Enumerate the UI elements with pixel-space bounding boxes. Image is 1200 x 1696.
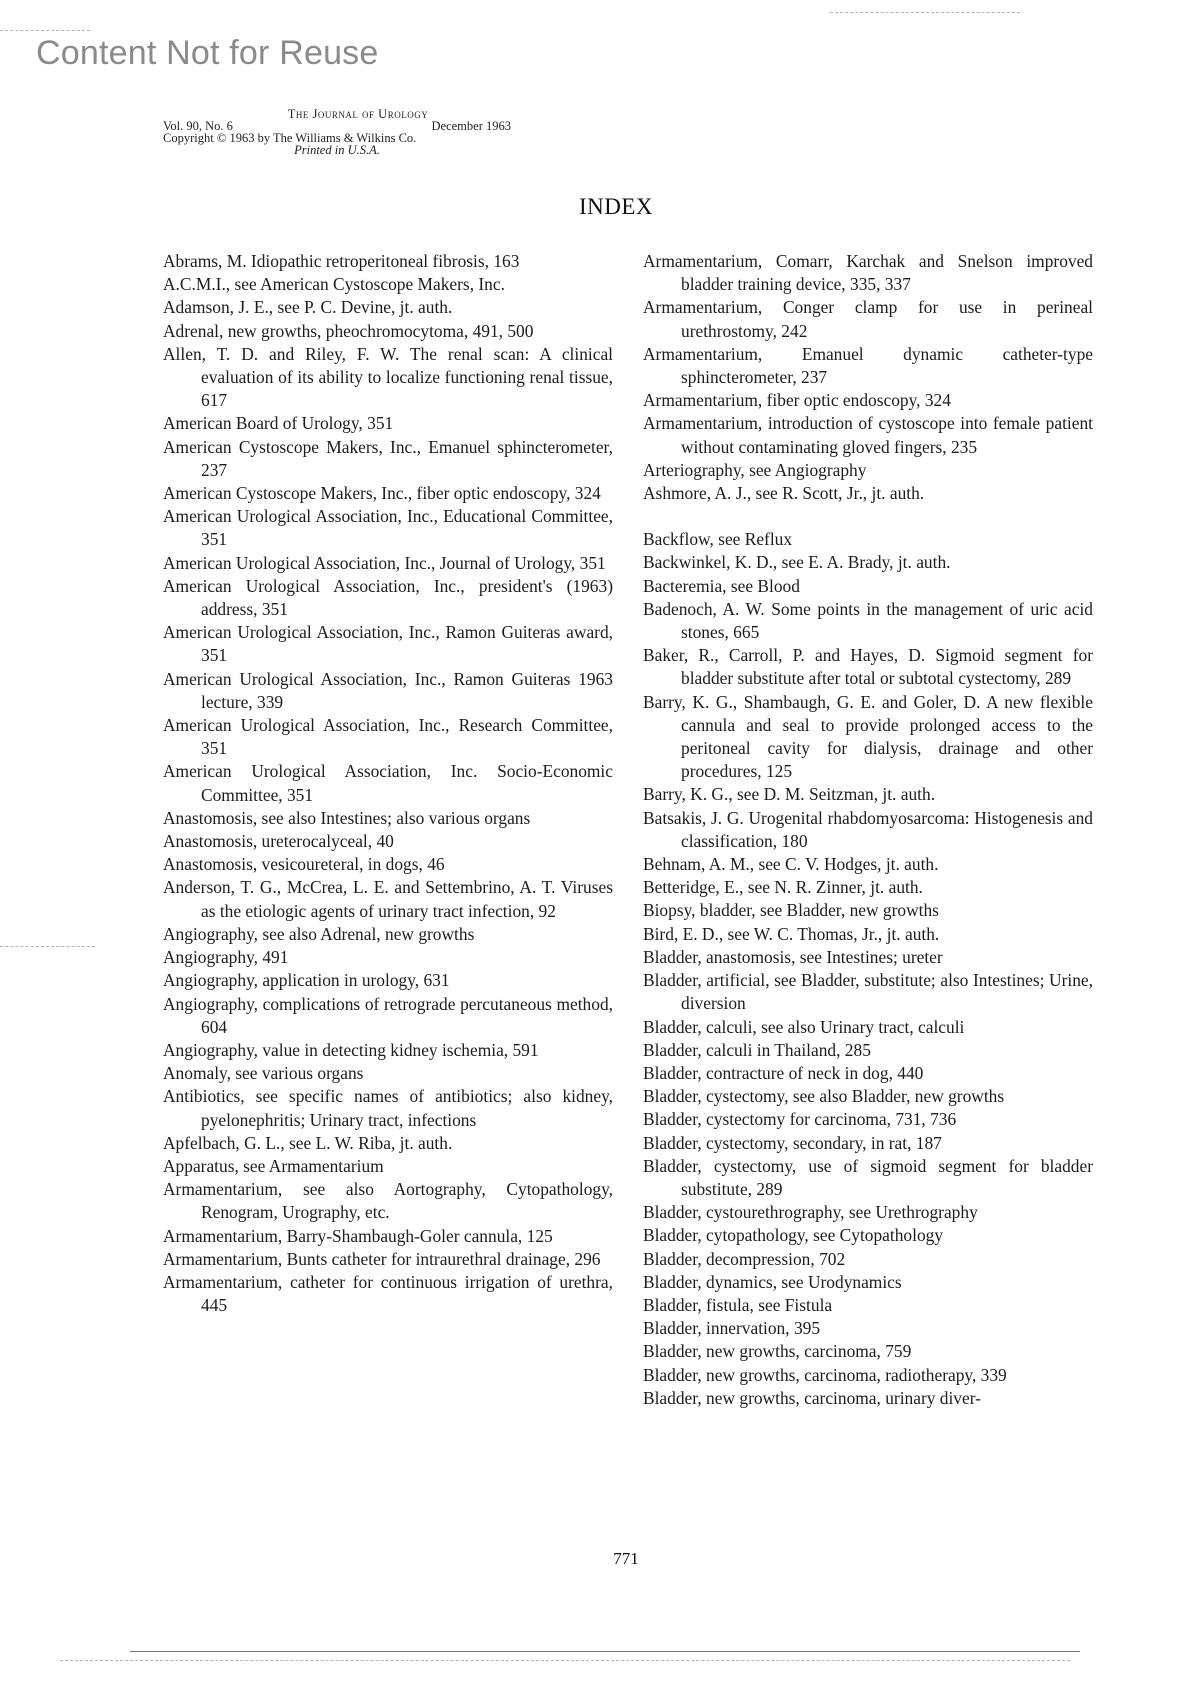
index-entry: Bladder, calculi in Thailand, 285 [643, 1039, 871, 1060]
scan-artifact-bottom-line [130, 1651, 1080, 1652]
scan-artifact-left-margin [0, 946, 95, 947]
index-entry: American Urological Association, Inc., Journal of Urology, 351 [163, 552, 606, 573]
index-entry: Bladder, contracture of neck in dog, 440 [643, 1062, 924, 1083]
index-entry: Batsakis, J. G. Urogenital rhabdomyosarcoma: Histogenesis and classification, 180 [643, 807, 1093, 851]
index-entry: Bladder, new growths, carcinoma, radiotherapy, 339 [643, 1364, 1007, 1385]
index-entry: Apparatus, see Armamentarium [163, 1155, 384, 1176]
index-entry: Bladder, cystectomy, secondary, in rat, 187 [643, 1132, 942, 1153]
index-entry: Angiography, complications of retrograde percutaneous method, 604 [163, 993, 613, 1037]
index-entry: Bladder, new growths, carcinoma, urinary diver- [643, 1387, 981, 1408]
index-entry: Antibiotics, see specific names of antibiotics; also kidney, pyelonephritis; Urinary tract, infections [163, 1086, 613, 1130]
index-entry: Behnam, A. M., see C. V. Hodges, jt. auth. [643, 854, 939, 875]
index-entry: Adrenal, new growths, pheochromocytoma, 491, 500 [163, 320, 534, 341]
index-entry: Apfelbach, G. L., see L. W. Riba, jt. auth. [163, 1132, 453, 1153]
index-entry: Bladder, new growths, carcinoma, 759 [643, 1341, 912, 1362]
index-entry: Baker, R., Carroll, P. and Hayes, D. Sigmoid segment for bladder substitute after total or subtotal cystectomy, 289 [643, 645, 1093, 689]
scan-artifact-top-right [830, 12, 1020, 13]
index-entry: Bladder, calculi, see also Urinary tract, calculi [643, 1016, 965, 1037]
index-entry: American Urological Association, Inc., Research Committee, 351 [163, 715, 613, 759]
index-entry: Bacteremia, see Blood [643, 575, 800, 596]
index-entry: Bladder, artificial, see Bladder, substitute; also Intestines; Urine, diversion [643, 970, 1093, 1014]
index-column-right [643, 250, 1093, 1410]
index-entry: Armamentarium, fiber optic endoscopy, 324 [643, 390, 951, 411]
index-entry: Bird, E. D., see W. C. Thomas, Jr., jt. auth. [643, 923, 940, 944]
watermark: Content Not for Reuse [36, 34, 379, 72]
index-entry: Anastomosis, vesicoureteral, in dogs, 46 [163, 854, 445, 875]
index-entry: Bladder, anastomosis, see Intestines; ureter [643, 946, 943, 967]
index-entry: American Cystoscope Makers, Inc., Emanuel sphincterometer, 237 [163, 436, 613, 480]
index-entry: Ashmore, A. J., see R. Scott, Jr., jt. auth. [643, 483, 925, 504]
index-entry: Bladder, cystourethrography, see Urethrography [643, 1202, 978, 1223]
index-entry: Betteridge, E., see N. R. Zinner, jt. auth. [643, 877, 923, 898]
volume-number: Vol. 90, No. 6 [163, 119, 233, 133]
index-entry: A.C.M.I., see American Cystoscope Makers, Inc. [163, 274, 505, 295]
index-entry: Adamson, J. E., see P. C. Devine, jt. auth. [163, 297, 453, 318]
index-entry: Bladder, dynamics, see Urodynamics [643, 1271, 902, 1292]
page-title: INDEX [578, 194, 654, 219]
index-entry: American Urological Association, Inc. Socio-Economic Committee, 351 [163, 761, 613, 805]
index-entry: Armamentarium, Emanuel dynamic catheter-type sphincterometer, 237 [643, 343, 1093, 388]
issue-date: December 1963 [431, 119, 511, 133]
index-entry: Angiography, value in detecting kidney ischemia, 591 [163, 1039, 539, 1060]
index-entry: Barry, K. G., Shambaugh, G. E. and Goler, D. A new flexible cannula and seal to provide prolonged access to the peritoneal cavity for dialysis, drainage and other procedures, 125 [643, 691, 1093, 782]
index-entry: Armamentarium, Barry-Shambaugh-Goler cannula, 125 [163, 1225, 553, 1246]
copyright-line: Copyright © 1963 by The Williams & Wilkins Co. [163, 131, 417, 145]
index-entry: Angiography, application in urology, 631 [163, 970, 450, 991]
index-entry: Biopsy, bladder, see Bladder, new growths [643, 900, 939, 921]
index-entry: Bladder, decompression, 702 [643, 1248, 846, 1269]
index-entry: Angiography, 491 [163, 947, 289, 968]
index-entry: Abrams, M. Idiopathic retroperitoneal fibrosis, 163 [163, 251, 520, 271]
index-entry: Armamentarium, see also Aortography, Cytopathology, Renogram, Urography, etc. [163, 1179, 613, 1223]
index-entry: Anderson, T. G., McCrea, L. E. and Settembrino, A. T. Viruses as the etiologic agents of urinary tract infection, 92 [163, 877, 613, 921]
index-entry: Anastomosis, see also Intestines; also various organs [163, 807, 531, 828]
printed-line: Printed in U.S.A. [294, 143, 380, 157]
scan-artifact-bottom-dash [60, 1660, 1070, 1661]
index-entry: Anomaly, see various organs [163, 1063, 364, 1084]
index-column-left [163, 250, 613, 1317]
index-entry: Armamentarium, Conger clamp for use in perineal urethrostomy, 242 [643, 297, 1093, 341]
index-entry: Barry, K. G., see D. M. Seitzman, jt. auth. [643, 784, 936, 805]
index-entry: Allen, T. D. and Riley, F. W. The renal scan: A clinical evaluation of its ability to localize functioning renal tissue, 617 [163, 343, 613, 411]
index-entry: Backflow, see Reflux [643, 529, 793, 550]
index-entry: Bladder, fistula, see Fistula [643, 1294, 833, 1315]
index-entry: American Urological Association, Inc., Ramon Guiteras 1963 lecture, 339 [163, 668, 613, 712]
index-entry: Backwinkel, K. D., see E. A. Brady, jt. auth. [643, 552, 951, 573]
index-entry: Angiography, see also Adrenal, new growths [163, 923, 475, 944]
index-entry: Bladder, cystectomy, use of sigmoid segment for bladder substitute, 289 [643, 1155, 1093, 1199]
index-entry: Armamentarium, catheter for continuous irrigation of urethra, 445 [163, 1271, 613, 1316]
index-entry: American Urological Association, Inc., Educational Committee, 351 [163, 506, 613, 550]
index-entry: Bladder, cytopathology, see Cytopathology [643, 1225, 944, 1246]
index-entry: American Urological Association, Inc., Ramon Guiteras award, 351 [163, 622, 613, 666]
index-entry: Bladder, innervation, 395 [643, 1318, 821, 1339]
journal-masthead [163, 108, 523, 156]
scan-artifact-top-left [0, 30, 90, 31]
index-entry: American Urological Association, Inc., president's (1963) address, 351 [163, 575, 613, 620]
index-entry: Bladder, cystectomy, see also Bladder, new growths [643, 1086, 1005, 1107]
index-entry: Badenoch, A. W. Some points in the management of uric acid stones, 665 [643, 598, 1093, 643]
index-entry: American Board of Urology, 351 [163, 413, 394, 434]
index-entry: Bladder, cystectomy for carcinoma, 731, 736 [643, 1109, 957, 1130]
index-entry: Armamentarium, introduction of cystoscope into female patient without contaminating gloved fingers, 235 [643, 413, 1093, 457]
index-entry: Anastomosis, ureterocalyceal, 40 [163, 831, 394, 852]
index-entry: American Cystoscope Makers, Inc., fiber optic endoscopy, 324 [163, 483, 601, 504]
index-entry: Armamentarium, Comarr, Karchak and Snelson improved bladder training device, 335, 337 [643, 251, 1093, 295]
index-entry: Arteriography, see Angiography [643, 459, 867, 480]
index-entry: Armamentarium, Bunts catheter for intraurethral drainage, 296 [163, 1248, 601, 1269]
page-number: 771 [613, 1549, 639, 1568]
journal-name: The Journal of Urology [287, 107, 429, 121]
